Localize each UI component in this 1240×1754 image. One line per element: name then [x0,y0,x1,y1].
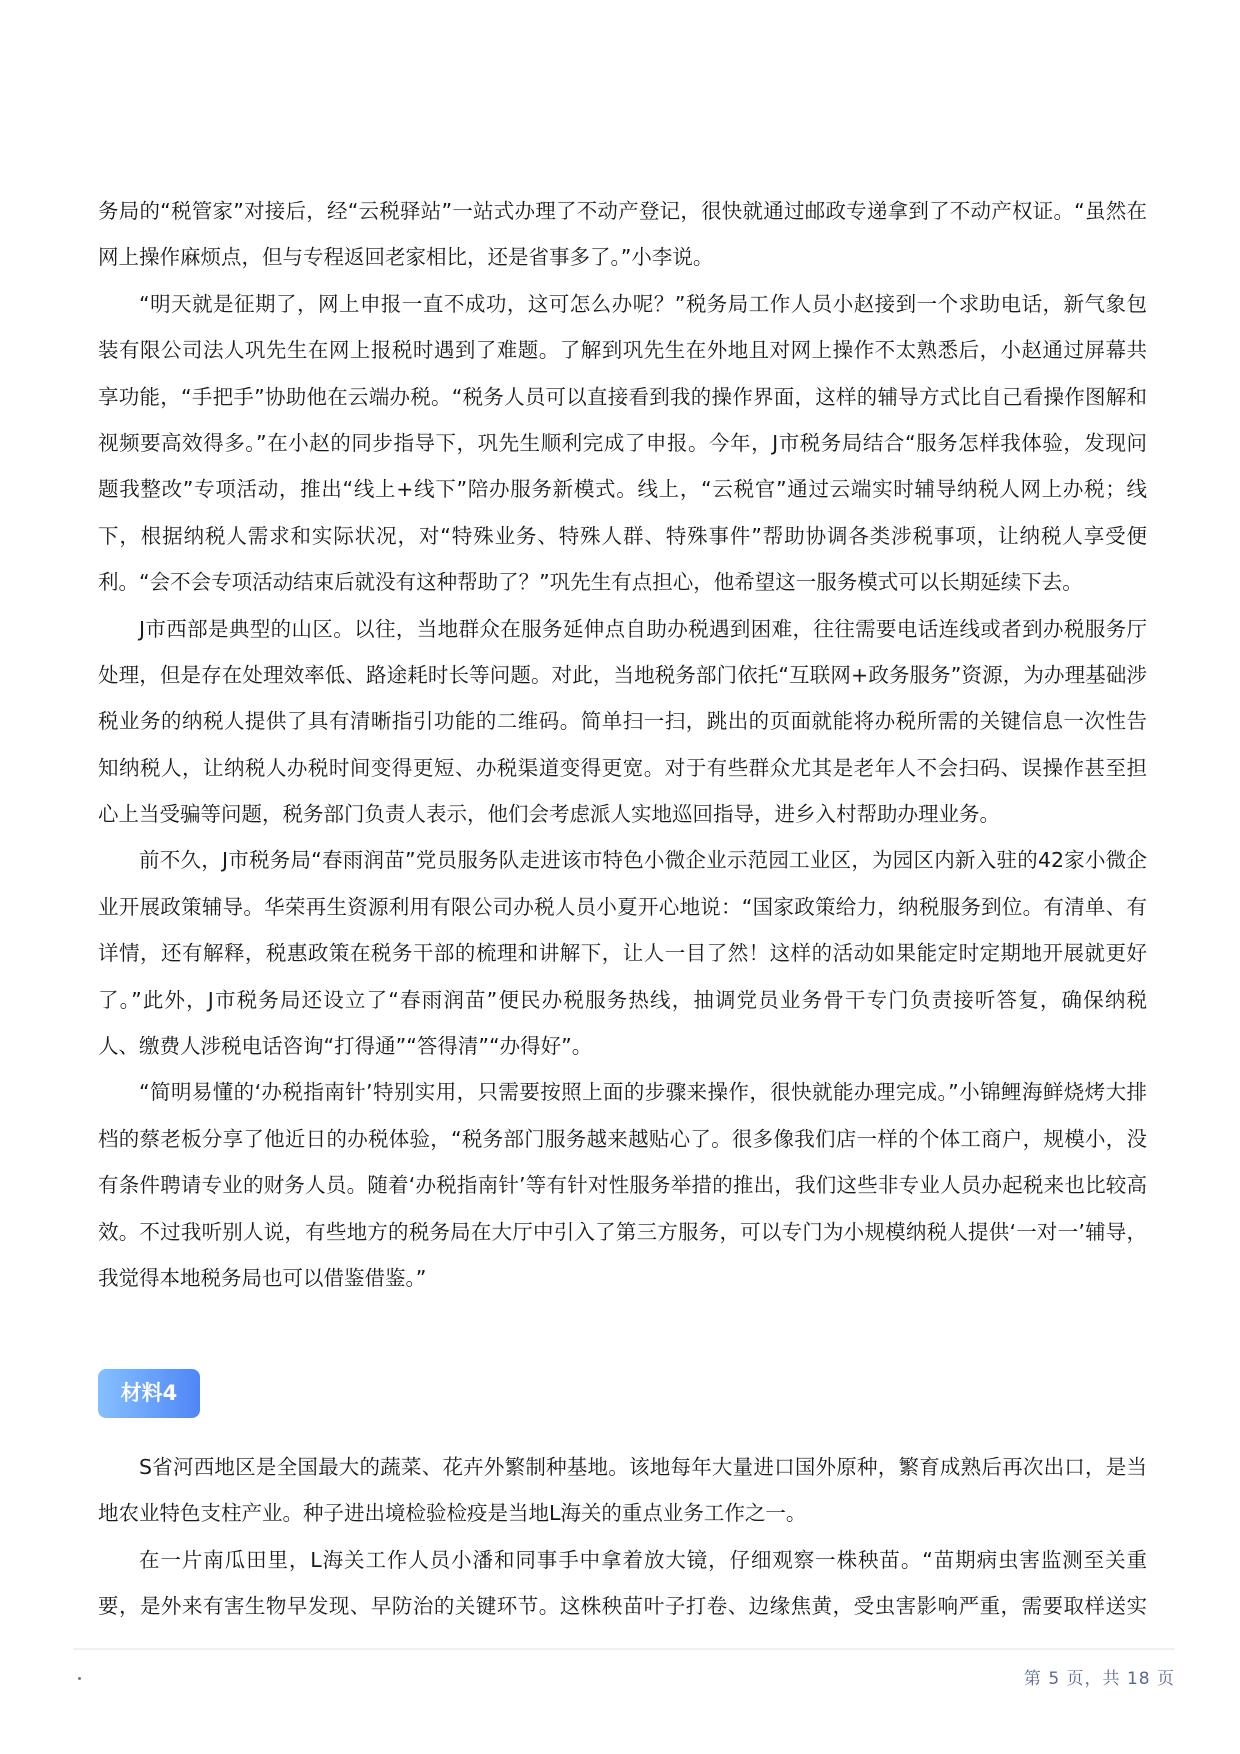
text-line: 网上操作麻烦点，但与专程返回老家相比，还是省事多了。”小李说。 [98,245,714,270]
document-body-upper [98,188,1147,1301]
paragraph [98,837,1147,1069]
paragraph [98,606,1147,838]
footer-divider [73,1648,1175,1650]
paragraph [98,281,1147,606]
text-line: S省河西地区是全国最大的蔬菜、花卉外繁制种基地。该地每年大量进口国外原种，繁育成熟后再次出口，是当 [139,1455,1147,1479]
text-line: 前不久，J市税务局“春雨润苗”党员服务队走进该市特色小微企业示范园工业区，为园区内新入驻的42家小微企 [139,848,1147,873]
text-line: 效。不过我听别人说，有些地方的税务局在大厅中引入了第三方服务，可以专门为小规模纳税人提供‘一对一’辅导， [98,1219,1147,1244]
text-line: 详情，还有解释，税惠政策在税务干部的梳理和讲解下，让人一目了然！这样的活动如果能定时定期地开展就更好 [98,941,1147,966]
text-line: 享功能，“手把手”协助他在云端办税。“税务人员可以直接看到我的操作界面，这样的辅导方式比自己看操作图解和 [98,384,1147,409]
text-line: 处理，但是存在处理效率低、路途耗时长等问题。对此，当地税务部门依托“互联网+政务服务”资源，为办理基础涉 [98,662,1147,687]
text-line: 在一片南瓜田里，L海关工作人员小潘和同事手中拿着放大镜，仔细观察一株秧苗。“苗期病虫害监测至关重 [139,1547,1147,1572]
text-line: 业开展政策辅导。华荣再生资源利用有限公司办税人员小夏开心地说：“国家政策给力，纳税服务到位。有清单、有 [98,894,1147,919]
footer-dot [78,1677,81,1680]
text-line: 税业务的纳税人提供了具有清晰指引功能的二维码。简单扫一扫，跳出的页面就能将办税所需的关键信息一次性告 [98,709,1147,734]
section-badge-material-4: 材料4 [98,1369,200,1418]
text-line: 题我整改”专项活动，推出“线上+线下”陪办服务新模式。线上，“云税官”通过云端实时辅导纳税人网上办税；线 [98,477,1147,502]
text-line: 要，是外来有害生物早发现、早防治的关键环节。这株秧苗叶子打卷、边缘焦黄，受虫害影响严重，需要取样送实 [98,1594,1147,1619]
text-line: 人、缴费人涉税电话咨询“打得通”“答得清”“办得好”。 [98,1034,593,1059]
paragraph [98,188,1147,281]
text-line: 视频要高效得多。”在小赵的同步指导下，巩先生顺利完成了申报。今年，J市税务局结合“服务怎样我体验，发现问 [98,430,1147,455]
text-line: “明天就是征期了，网上申报一直不成功，这可怎么办呢？”税务局工作人员小赵接到一个求助电话，新气象包 [139,291,1147,316]
text-line: 地农业特色支柱产业。种子进出境检验检疫是当地L海关的重点业务工作之一。 [98,1501,807,1526]
text-line: 档的蔡老板分享了他近日的办税体验，“税务部门服务越来越贴心了。很多像我们店一样的个体工商户，规模小，没 [98,1126,1147,1151]
paragraph [98,1537,1147,1630]
text-line: 知纳税人，让纳税人办税时间变得更短、办税渠道变得更宽。对于有些群众尤其是老年人不会扫码、误操作甚至担 [98,755,1147,780]
paragraph [98,1444,1147,1537]
text-line: J市西部是典型的山区。以往，当地群众在服务延伸点自助办税遇到困难，往往需要电话连线或者到办税服务厅 [139,616,1147,641]
page-number: 第 5 页，共 18 页 [1023,1669,1175,1689]
text-line: 下，根据纳税人需求和实际状况，对“特殊业务、特殊人群、特殊事件”帮助协调各类涉税事项，让纳税人享受便 [98,523,1147,548]
paragraph [98,1069,1147,1301]
text-line: 务局的“税管家”对接后，经“云税驿站”一站式办理了不动产登记，很快就通过邮政专递拿到了不动产权证。“虽然在 [98,199,1147,223]
text-line: 有条件聘请专业的财务人员。随着‘办税指南针’等有针对性服务举措的推出，我们这些非专业人员办起税来也比较高 [98,1173,1147,1198]
text-line: 装有限公司法人巩先生在网上报税时遇到了难题。了解到巩先生在外地且对网上操作不太熟悉后，小赵通过屏幕共 [98,338,1147,363]
text-line: 我觉得本地税务局也可以借鉴借鉴。” [98,1265,427,1290]
text-line: 了。”此外，J市税务局还设立了“春雨润苗”便民办税服务热线，抽调党员业务骨干专门负责接听答复，确保纳税 [98,987,1147,1012]
text-line: 利。“会不会专项活动结束后就没有这种帮助了？”巩先生有点担心，他希望这一服务模式可以长期延续下去。 [98,570,1083,595]
text-line: “简明易懂的‘办税指南针’特别实用，只需要按照上面的步骤来操作，很快就能办理完成。”小锦鲤海鲜烧烤大排 [139,1080,1147,1105]
document-body-lower [98,1444,1147,1630]
text-line: 心上当受骗等问题，税务部门负责人表示，他们会考虑派人实地巡回指导，进乡入村帮助办理业务。 [98,802,1000,827]
